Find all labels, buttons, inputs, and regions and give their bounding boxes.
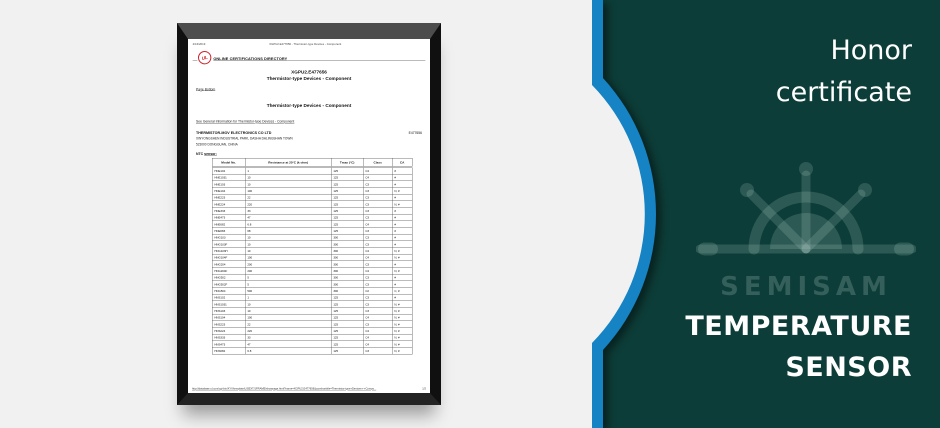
table-cell: C4: [363, 167, 392, 174]
table-header-cell: Resistance at 25°C (k ohm): [245, 158, 331, 167]
table-cell: 125: [331, 208, 363, 215]
table-cell: 22: [245, 321, 331, 328]
table-row: [212, 314, 412, 321]
table-cell: C3: [363, 321, 392, 328]
table-cell: C3: [363, 348, 392, 355]
table-cell: #: [392, 194, 412, 201]
table-row: [212, 228, 412, 235]
table-cell: 220: [245, 328, 331, 335]
ntc-sensor-table: [212, 158, 412, 354]
table-cell: 125: [331, 328, 363, 335]
table-cell: #: [392, 274, 412, 281]
table-cell: C4: [363, 248, 392, 255]
footer-url-link[interactable]: http://database.ul.com/cgi-bin/XYV/template/LISEXT/1FRAME/showpage.html?name=XGPU2.E477656&ccnshorttitle=Thermistor-type+Devices+-+Compo...: [191, 387, 377, 391]
table-cell: 125: [331, 214, 363, 221]
table-label: NTC sensor:: [195, 152, 217, 157]
table-row: [212, 301, 412, 308]
table-row: [212, 334, 412, 341]
table-cell: 300: [331, 261, 363, 268]
table-cell: C4: [363, 174, 392, 181]
table-row: [212, 321, 412, 328]
table-cell: HNS223: [212, 321, 245, 328]
table-cell: 200: [245, 268, 331, 275]
table-cell: HNG204: [212, 261, 245, 268]
table-row: [212, 254, 412, 261]
company-name: THERMISTOR-MOV ELECTRONICS CO LTD: [195, 130, 272, 135]
table-cell: 100: [245, 314, 331, 321]
table-cell: N, #: [392, 341, 412, 348]
table-cell: HNE333: [212, 208, 245, 215]
table-cell: 125: [331, 174, 363, 181]
table-cell: C3: [363, 234, 392, 241]
table-header-cell: Model No.: [212, 158, 245, 167]
table-cell: 125: [331, 181, 363, 188]
table-row: [212, 241, 412, 248]
table-cell: #: [392, 294, 412, 301]
table-cell: HNE473: [212, 214, 245, 221]
table-cell: C3: [363, 261, 392, 268]
table-cell: 22: [245, 194, 331, 201]
table-cell: 33: [245, 208, 331, 215]
table-cell: N, #: [392, 348, 412, 355]
table-body: [212, 167, 412, 354]
table-cell: 125: [331, 321, 363, 328]
table-cell: 125: [331, 348, 363, 355]
table-cell: HNE1031: [212, 174, 245, 181]
table-cell: 125: [331, 334, 363, 341]
table-row: [212, 167, 412, 174]
table-cell: #: [392, 281, 412, 288]
table-cell: 10: [245, 181, 331, 188]
table-cell: 68: [245, 228, 331, 235]
table-cell: HNS682: [212, 348, 245, 355]
table-cell: C3: [363, 294, 392, 301]
table-row: [212, 214, 412, 221]
table-cell: C3: [363, 194, 392, 201]
table-cell: HNG104F: [212, 254, 245, 261]
table-cell: #: [392, 241, 412, 248]
table-cell: HNS333: [212, 334, 245, 341]
table-cell: C3: [363, 228, 392, 235]
print-date: 2/16/2019: [192, 42, 206, 46]
table-cell: 125: [331, 301, 363, 308]
honor-title-line2: certificate: [775, 77, 912, 108]
table-row: [212, 174, 412, 181]
table-row: [212, 294, 412, 301]
table-row: [212, 181, 412, 188]
table-cell: 125: [331, 167, 363, 174]
table-cell: 6.8: [245, 221, 331, 228]
table-cell: C3: [363, 208, 392, 215]
ul-logo-icon: UL: [197, 50, 213, 66]
table-cell: 220: [245, 201, 331, 208]
table-cell: HNG103: [212, 234, 245, 241]
table-cell: #: [392, 181, 412, 188]
table-row: [212, 234, 412, 241]
table-cell: N, #: [392, 321, 412, 328]
table-cell: 6.8: [245, 348, 331, 355]
company-address-line1: XINYONGSHEN INDUSTRIAL PARK, DASHA DALINGSHAN TOWN: [195, 136, 293, 141]
table-cell: HNS1031: [212, 301, 245, 308]
section-title: Thermistor-type Devices - Component: [266, 102, 352, 108]
table-row: [212, 308, 412, 315]
table-cell: HNG502: [212, 274, 245, 281]
table-cell: 300: [331, 241, 363, 248]
table-cell: 100: [245, 254, 331, 261]
table-row: [212, 288, 412, 295]
table-cell: C3: [363, 301, 392, 308]
product-title: [685, 306, 912, 388]
table-cell: 300: [331, 281, 363, 288]
product-line1: TEMPERATURE: [685, 311, 912, 342]
table-cell: 10: [245, 241, 331, 248]
table-cell: #: [392, 228, 412, 235]
directory-title: ONLINE CERTIFICATIONS DIRECTORY: [213, 56, 288, 61]
cert-category: Thermistor-type Devices - Component: [266, 75, 352, 81]
table-cell: 125: [331, 201, 363, 208]
certificate-page: [188, 39, 430, 393]
table-cell: C4: [363, 314, 392, 321]
table-row: [212, 261, 412, 268]
brand-name: SEMISAM: [720, 272, 892, 302]
table-cell: HNE223: [212, 194, 245, 201]
table-cell: 5: [245, 274, 331, 281]
table-cell: 200: [245, 261, 331, 268]
table-cell: 100: [245, 188, 331, 195]
table-cell: 125: [331, 228, 363, 235]
table-cell: 47: [245, 341, 331, 348]
table-cell: N, #: [392, 188, 412, 195]
table-cell: 10: [245, 234, 331, 241]
table-cell: 125: [331, 314, 363, 321]
table-header-row: [212, 158, 412, 167]
table-cell: C4: [363, 334, 392, 341]
table-cell: HNS473: [212, 341, 245, 348]
table-cell: #: [392, 174, 412, 181]
table-cell: HNE104: [212, 188, 245, 195]
browser-page-title: XGPU2.E477656 - Thermistor-type Devices - Component: [269, 42, 342, 46]
table-cell: C3: [363, 281, 392, 288]
table-cell: C4: [363, 221, 392, 228]
footer-page-number: 1/2: [422, 387, 426, 391]
table-cell: 5: [245, 281, 331, 288]
table-cell: N, #: [392, 308, 412, 315]
table-cell: HNG103F: [212, 241, 245, 248]
table-cell: 125: [331, 194, 363, 201]
table-cell: #: [392, 208, 412, 215]
table-cell: 10: [245, 174, 331, 181]
table-cell: 1: [245, 167, 331, 174]
table-row: [212, 281, 412, 288]
table-row: [212, 208, 412, 215]
table-cell: #: [392, 234, 412, 241]
general-info-link[interactable]: See General Information for Thermistor-type Devices - Component: [195, 119, 295, 124]
brand-watermark: [696, 145, 916, 302]
table-cell: N, #: [392, 254, 412, 261]
table-cell: 125: [331, 221, 363, 228]
table-cell: HNG504: [212, 288, 245, 295]
table-cell: C4: [363, 328, 392, 335]
table-cell: N, #: [392, 268, 412, 275]
table-cell: C3: [363, 308, 392, 315]
table-cell: C3: [363, 201, 392, 208]
table-cell: HNE103: [212, 181, 245, 188]
table-cell: HNG204F: [212, 268, 245, 275]
table-cell: N, #: [392, 328, 412, 335]
table-row: [212, 328, 412, 335]
table-cell: C3: [363, 181, 392, 188]
table-row: [212, 194, 412, 201]
table-cell: C3: [363, 274, 392, 281]
table-cell: 300: [331, 234, 363, 241]
table-cell: N, #: [392, 248, 412, 255]
table-cell: C3: [363, 188, 392, 195]
table-cell: C3: [363, 241, 392, 248]
table-cell: N, #: [392, 201, 412, 208]
table-cell: 125: [331, 188, 363, 195]
table-cell: #: [392, 261, 412, 268]
table-cell: 300: [331, 268, 363, 275]
page-bottom-link[interactable]: Page Bottom: [195, 87, 216, 92]
table-cell: C4: [363, 254, 392, 261]
table-cell: 10: [245, 301, 331, 308]
table-cell: 10: [245, 308, 331, 315]
table-cell: HNS104: [212, 314, 245, 321]
table-cell: N, #: [392, 301, 412, 308]
file-number: E477656: [408, 131, 422, 135]
table-header-cell: Class: [363, 158, 392, 167]
honor-title-line1: Honor: [830, 35, 912, 66]
table-cell: HNS102: [212, 294, 245, 301]
table-cell: #: [392, 221, 412, 228]
table-header-cell: Tmax (°C): [331, 158, 363, 167]
table-row: [212, 188, 412, 195]
table-cell: HNE682: [212, 221, 245, 228]
table-header-cell: CA: [392, 158, 412, 167]
table-cell: 125: [331, 308, 363, 315]
table-cell: 47: [245, 214, 331, 221]
table-cell: #: [392, 214, 412, 221]
table-cell: 1: [245, 294, 331, 301]
table-cell: HNS103: [212, 308, 245, 315]
company-address-line2: 523000 DONGGUAN, CHINA: [195, 142, 238, 147]
table-cell: 125: [331, 294, 363, 301]
cert-number: XGPU2.E477656: [291, 68, 327, 75]
table-cell: C4: [363, 341, 392, 348]
table-cell: 300: [331, 288, 363, 295]
table-cell: C2: [363, 288, 392, 295]
table-cell: C3: [363, 214, 392, 221]
table-cell: #: [392, 167, 412, 174]
table-cell: 300: [331, 274, 363, 281]
table-cell: HNE102: [212, 167, 245, 174]
table-row: [212, 348, 412, 355]
table-cell: HNS224: [212, 328, 245, 335]
table-cell: 10: [245, 248, 331, 255]
table-cell: N, #: [392, 314, 412, 321]
table-cell: 300: [331, 248, 363, 255]
table-cell: 300: [331, 254, 363, 261]
table-row: [212, 201, 412, 208]
table-cell: C4: [363, 268, 392, 275]
table-row: [212, 268, 412, 275]
honor-certificate-title: [776, 30, 912, 114]
table-cell: C, #: [392, 288, 412, 295]
table-cell: HNG103H: [212, 248, 245, 255]
table-cell: 33: [245, 334, 331, 341]
table-row: [212, 248, 412, 255]
table-row: [212, 341, 412, 348]
certificate-frame: [177, 23, 441, 405]
table-row: [212, 274, 412, 281]
ship-wheel-icon: [696, 145, 916, 263]
table-cell: HNE224: [212, 201, 245, 208]
table-cell: 125: [331, 341, 363, 348]
product-line2: SENSOR: [785, 352, 912, 383]
table-cell: HNE683: [212, 228, 245, 235]
table-cell: HNG502F: [212, 281, 245, 288]
table-row: [212, 221, 412, 228]
table-cell: 500: [245, 288, 331, 295]
table-cell: N, #: [392, 334, 412, 341]
